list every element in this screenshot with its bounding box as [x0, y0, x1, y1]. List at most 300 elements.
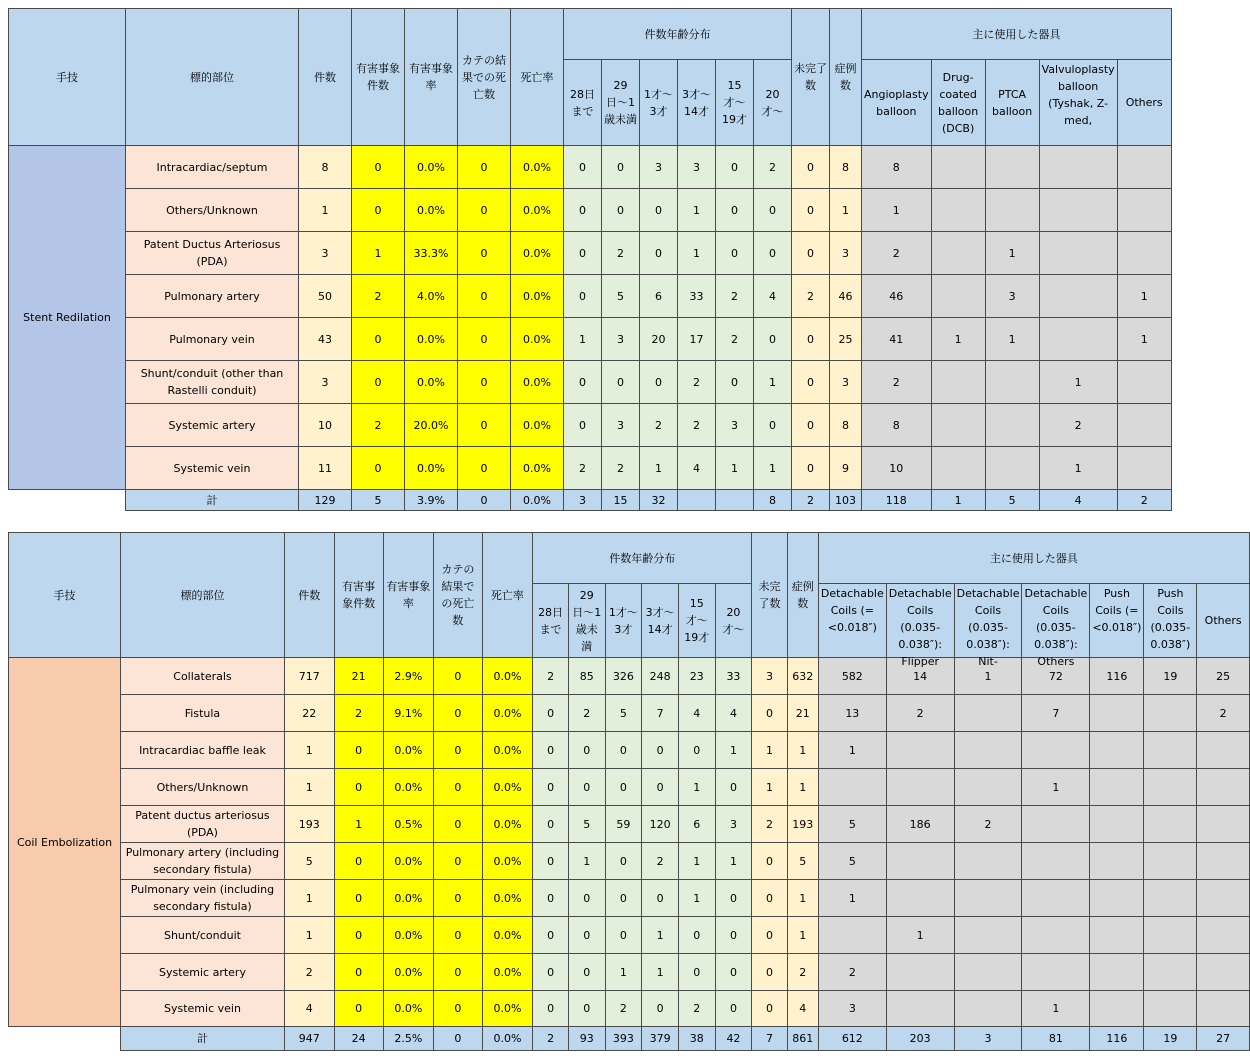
- device-count: [1197, 732, 1250, 769]
- device-count: 13: [818, 695, 886, 732]
- age-count: 0: [533, 732, 569, 769]
- incomplete-count: 0: [752, 991, 787, 1027]
- age-count: 0: [754, 318, 792, 361]
- device-count: [985, 146, 1039, 189]
- age-count: 2: [568, 695, 605, 732]
- table-row: [9, 318, 1172, 361]
- table-row: [9, 954, 1250, 991]
- device-count: [1144, 769, 1197, 806]
- header-mortality: 死亡率: [511, 9, 564, 146]
- age-count: 33: [715, 658, 752, 695]
- cath-death: 0: [434, 880, 483, 917]
- age-count: 1: [678, 843, 715, 880]
- device-count: [1117, 146, 1171, 189]
- patient-count: 8: [830, 146, 862, 189]
- header-age-group: 29日〜1歳未満: [602, 60, 640, 146]
- patient-count: 1: [787, 732, 818, 769]
- header-procedure: 手技: [9, 533, 121, 658]
- target-site: Shunt/conduit (other than Rastelli conduit): [126, 361, 299, 404]
- target-site: Others/Unknown: [126, 189, 299, 232]
- incomplete-count: 0: [792, 146, 830, 189]
- header-devices: 主に使用した器具: [818, 533, 1249, 584]
- age-count: 0: [533, 880, 569, 917]
- device-count: [1144, 695, 1197, 732]
- patient-count: 21: [787, 695, 818, 732]
- ae-count: 0: [334, 880, 383, 917]
- cath-death: 0: [434, 806, 483, 843]
- incomplete-count: 0: [792, 404, 830, 447]
- total-device-count: 81: [1022, 1027, 1090, 1051]
- age-count: 0: [605, 843, 642, 880]
- target-site: Systemic vein: [126, 447, 299, 490]
- cath-death: 0: [458, 232, 511, 275]
- total-device-count: 612: [818, 1027, 886, 1051]
- device-count: [1090, 769, 1144, 806]
- mortality-rate: 0.0%: [511, 361, 564, 404]
- header-age-group: 3才〜14才: [642, 584, 679, 658]
- incomplete-count: 0: [792, 318, 830, 361]
- patient-count: 1: [787, 880, 818, 917]
- ae-count: 0: [334, 917, 383, 954]
- header-age-group: 29日〜1歳未満: [568, 584, 605, 658]
- total-device-count: 2: [1117, 490, 1171, 511]
- age-count: 0: [642, 991, 679, 1027]
- ae-rate: 0.0%: [383, 917, 434, 954]
- age-count: 1: [640, 447, 678, 490]
- table-row: [9, 695, 1250, 732]
- mortality-rate: 0.0%: [511, 318, 564, 361]
- age-count: 0: [605, 732, 642, 769]
- total-incomplete: 2: [792, 490, 830, 511]
- device-count: [818, 769, 886, 806]
- case-count: 1: [284, 732, 334, 769]
- device-count: 1: [1117, 318, 1171, 361]
- table-row: [9, 991, 1250, 1027]
- device-count: [1197, 991, 1250, 1027]
- cath-death: 0: [458, 275, 511, 318]
- total-label: 計: [121, 1027, 285, 1051]
- patient-count: 193: [787, 806, 818, 843]
- header-device: Drug-coated balloon (DCB): [931, 60, 985, 146]
- total-death: 0: [434, 1027, 483, 1051]
- age-count: 2: [602, 232, 640, 275]
- ae-count: 0: [334, 954, 383, 991]
- target-site: Shunt/conduit: [121, 917, 285, 954]
- table-row: [9, 769, 1250, 806]
- ae-rate: 0.0%: [405, 361, 458, 404]
- table-row: [9, 146, 1172, 189]
- case-count: 10: [299, 404, 352, 447]
- ae-count: 0: [352, 361, 405, 404]
- age-count: 2: [564, 447, 602, 490]
- age-count: 0: [602, 361, 640, 404]
- table-row: [9, 843, 1250, 880]
- device-count: [954, 732, 1022, 769]
- cath-death: 0: [434, 917, 483, 954]
- target-site: Patent Ductus Arteriosus (PDA): [126, 232, 299, 275]
- age-count: 4: [678, 447, 716, 490]
- device-count: 1: [1039, 447, 1117, 490]
- header-device: [954, 584, 1022, 668]
- ae-rate: 0.0%: [405, 318, 458, 361]
- device-count: 2: [886, 695, 954, 732]
- device-count: 1: [862, 189, 932, 232]
- age-count: 6: [640, 275, 678, 318]
- ae-rate: 9.1%: [383, 695, 434, 732]
- mortality-rate: 0.0%: [482, 880, 533, 917]
- age-count: 0: [716, 361, 754, 404]
- device-count: [954, 917, 1022, 954]
- device-count: [1039, 318, 1117, 361]
- age-count: 2: [605, 991, 642, 1027]
- cath-death: 0: [458, 189, 511, 232]
- device-count: 41: [862, 318, 932, 361]
- device-count: [954, 695, 1022, 732]
- age-count: 0: [568, 769, 605, 806]
- device-count: [1090, 695, 1144, 732]
- total-count: 129: [299, 490, 352, 511]
- table-row: [9, 447, 1172, 490]
- age-count: 85: [568, 658, 605, 695]
- header-device: [1022, 584, 1090, 668]
- device-count: [1090, 843, 1144, 880]
- mortality-rate: 0.0%: [482, 732, 533, 769]
- mortality-rate: 0.0%: [482, 954, 533, 991]
- device-count: [985, 361, 1039, 404]
- device-count: [985, 447, 1039, 490]
- case-count: 22: [284, 695, 334, 732]
- device-count: 1: [818, 880, 886, 917]
- target-site: Pulmonary vein: [126, 318, 299, 361]
- device-count: [1197, 769, 1250, 806]
- patient-count: 3: [830, 232, 862, 275]
- age-count: 33: [678, 275, 716, 318]
- age-count: 0: [533, 954, 569, 991]
- device-count: 7: [1022, 695, 1090, 732]
- ae-count: 0: [352, 189, 405, 232]
- patient-count: 1: [787, 917, 818, 954]
- age-count: 17: [678, 318, 716, 361]
- ae-rate: 0.0%: [383, 843, 434, 880]
- age-count: 0: [533, 843, 569, 880]
- age-count: 0: [605, 769, 642, 806]
- patient-count: 3: [830, 361, 862, 404]
- age-count: 0: [568, 880, 605, 917]
- table-row: [9, 275, 1172, 318]
- device-count: 19: [1144, 658, 1197, 695]
- age-count: 0: [533, 917, 569, 954]
- total-age-count: 15: [602, 490, 640, 511]
- total-ae-rate: 2.5%: [383, 1027, 434, 1051]
- age-count: 1: [678, 880, 715, 917]
- case-count: 1: [284, 880, 334, 917]
- age-count: 1: [716, 447, 754, 490]
- age-count: 1: [642, 917, 679, 954]
- age-count: 3: [602, 318, 640, 361]
- age-count: 5: [568, 806, 605, 843]
- device-count: 8: [862, 146, 932, 189]
- incomplete-count: 0: [792, 361, 830, 404]
- device-count: 2: [954, 806, 1022, 843]
- total-count: 947: [284, 1027, 334, 1051]
- device-count: [954, 769, 1022, 806]
- device-count: [886, 769, 954, 806]
- device-count: [1090, 806, 1144, 843]
- age-count: 3: [602, 404, 640, 447]
- header-ae-count: 有害事象件数: [352, 9, 405, 146]
- cath-death: 0: [458, 318, 511, 361]
- device-count: 1: [954, 658, 1022, 695]
- device-count: [954, 991, 1022, 1027]
- incomplete-count: 3: [752, 658, 787, 695]
- age-count: 0: [533, 991, 569, 1027]
- device-count: [931, 361, 985, 404]
- mortality-rate: 0.0%: [482, 843, 533, 880]
- case-count: 3: [299, 232, 352, 275]
- age-count: 1: [605, 954, 642, 991]
- age-count: 0: [564, 232, 602, 275]
- ae-count: 0: [334, 769, 383, 806]
- device-count: [1117, 404, 1171, 447]
- age-count: 2: [678, 404, 716, 447]
- incomplete-count: 1: [752, 769, 787, 806]
- device-count: [1144, 732, 1197, 769]
- age-count: 4: [754, 275, 792, 318]
- header-device-text: Detachable Coils (0.035-0.038″): Flipper: [888, 586, 952, 668]
- device-count: [1039, 232, 1117, 275]
- device-count: [985, 404, 1039, 447]
- header-device: PTCA balloon: [985, 60, 1039, 146]
- table-row: [9, 189, 1172, 232]
- incomplete-count: 1: [752, 732, 787, 769]
- age-count: 0: [564, 146, 602, 189]
- total-mort: 0.0%: [482, 1027, 533, 1051]
- header-devices: 主に使用した器具: [862, 9, 1172, 60]
- total-age-count: 38: [678, 1027, 715, 1051]
- incomplete-count: 0: [752, 695, 787, 732]
- total-row: [9, 1027, 1250, 1051]
- device-count: [1090, 991, 1144, 1027]
- age-count: 0: [678, 954, 715, 991]
- ae-count: 0: [352, 447, 405, 490]
- age-count: 2: [678, 361, 716, 404]
- target-site: Systemic vein: [121, 991, 285, 1027]
- device-count: 2: [862, 232, 932, 275]
- header-mortality: 死亡率: [482, 533, 533, 658]
- age-count: 2: [678, 991, 715, 1027]
- ae-rate: 0.5%: [383, 806, 434, 843]
- header-site: 標的部位: [121, 533, 285, 658]
- case-count: 50: [299, 275, 352, 318]
- device-count: [931, 232, 985, 275]
- age-count: 0: [533, 695, 569, 732]
- coil-embolization-table: [8, 532, 1250, 1051]
- age-count: 0: [568, 954, 605, 991]
- age-count: 1: [754, 361, 792, 404]
- total-ae-rate: 3.9%: [405, 490, 458, 511]
- device-count: 5: [818, 806, 886, 843]
- total-device-count: 116: [1090, 1027, 1144, 1051]
- header-age-group: 28日まで: [564, 60, 602, 146]
- age-count: 0: [564, 404, 602, 447]
- device-count: [1117, 361, 1171, 404]
- device-count: [1117, 189, 1171, 232]
- table-row: [9, 806, 1250, 843]
- age-count: 3: [640, 146, 678, 189]
- target-site: Intracardiac/septum: [126, 146, 299, 189]
- total-age-count: 379: [642, 1027, 679, 1051]
- device-count: [886, 954, 954, 991]
- table-row: [9, 361, 1172, 404]
- age-count: 4: [678, 695, 715, 732]
- age-count: 1: [642, 954, 679, 991]
- mortality-rate: 0.0%: [511, 189, 564, 232]
- device-count: [818, 917, 886, 954]
- age-count: 0: [716, 189, 754, 232]
- device-count: [931, 189, 985, 232]
- table-row: [9, 404, 1172, 447]
- ae-rate: 20.0%: [405, 404, 458, 447]
- cath-death: 0: [434, 658, 483, 695]
- age-count: 20: [640, 318, 678, 361]
- device-count: [1197, 917, 1250, 954]
- incomplete-count: 2: [752, 806, 787, 843]
- ae-count: 2: [352, 275, 405, 318]
- ae-count: 21: [334, 658, 383, 695]
- age-count: 326: [605, 658, 642, 695]
- device-count: 116: [1090, 658, 1144, 695]
- patient-count: 4: [787, 991, 818, 1027]
- age-count: 1: [715, 843, 752, 880]
- device-count: 1: [931, 318, 985, 361]
- age-count: 7: [642, 695, 679, 732]
- table-row: [9, 232, 1172, 275]
- device-count: 1: [985, 232, 1039, 275]
- target-site: Systemic artery: [121, 954, 285, 991]
- cath-death: 0: [458, 404, 511, 447]
- procedure-name: Coil Embolization: [9, 658, 121, 1027]
- total-device-count: 1: [931, 490, 985, 511]
- device-count: 46: [862, 275, 932, 318]
- age-count: 2: [602, 447, 640, 490]
- device-count: 1: [818, 732, 886, 769]
- device-count: [1117, 232, 1171, 275]
- age-count: 0: [716, 232, 754, 275]
- device-count: [985, 189, 1039, 232]
- incomplete-count: 0: [752, 954, 787, 991]
- device-count: [1039, 146, 1117, 189]
- total-device-count: 5: [985, 490, 1039, 511]
- incomplete-count: 0: [752, 880, 787, 917]
- device-count: [1144, 991, 1197, 1027]
- ae-count: 0: [352, 318, 405, 361]
- age-count: 2: [754, 146, 792, 189]
- total-age-count: 8: [754, 490, 792, 511]
- total-device-count: 203: [886, 1027, 954, 1051]
- total-age-count: 2: [533, 1027, 569, 1051]
- age-count: 1: [715, 732, 752, 769]
- header-device: Others: [1197, 584, 1250, 658]
- device-count: 2: [1197, 695, 1250, 732]
- device-count: 1: [1039, 361, 1117, 404]
- patient-count: 1: [830, 189, 862, 232]
- device-count: 2: [862, 361, 932, 404]
- device-count: 1: [886, 917, 954, 954]
- age-count: 1: [754, 447, 792, 490]
- header-age-group: 28日まで: [533, 584, 569, 658]
- device-count: [954, 880, 1022, 917]
- ae-count: 0: [334, 732, 383, 769]
- device-count: 10: [862, 447, 932, 490]
- case-count: 1: [284, 769, 334, 806]
- device-count: [1144, 880, 1197, 917]
- patient-count: 632: [787, 658, 818, 695]
- age-count: 0: [754, 232, 792, 275]
- header-procedure: 手技: [9, 9, 126, 146]
- device-count: 25: [1197, 658, 1250, 695]
- device-count: [886, 732, 954, 769]
- total-device-count: 118: [862, 490, 932, 511]
- age-count: 0: [640, 232, 678, 275]
- ae-count: 1: [352, 232, 405, 275]
- incomplete-count: 2: [792, 275, 830, 318]
- device-count: [1144, 843, 1197, 880]
- age-count: 3: [716, 404, 754, 447]
- header-age-distribution: 件数年齢分布: [533, 533, 752, 584]
- header-device: Others: [1117, 60, 1171, 146]
- age-count: 0: [533, 806, 569, 843]
- age-count: 0: [715, 954, 752, 991]
- total-age-count: [678, 490, 716, 511]
- header-age-group: 1才〜3才: [605, 584, 642, 658]
- total-age-count: 93: [568, 1027, 605, 1051]
- case-count: 717: [284, 658, 334, 695]
- age-count: 0: [564, 275, 602, 318]
- header-age-group: 15才〜19才: [716, 60, 754, 146]
- age-count: 6: [678, 806, 715, 843]
- device-count: [931, 146, 985, 189]
- header-device: [886, 584, 954, 668]
- header-cath-death: カテの結果での死亡数: [458, 9, 511, 146]
- cath-death: 0: [458, 361, 511, 404]
- patient-count: 9: [830, 447, 862, 490]
- total-age-count: 393: [605, 1027, 642, 1051]
- cath-death: 0: [458, 447, 511, 490]
- case-count: 5: [284, 843, 334, 880]
- age-count: 1: [678, 232, 716, 275]
- device-count: 2: [1039, 404, 1117, 447]
- header-age-group: 3才〜14才: [678, 60, 716, 146]
- target-site: Pulmonary artery (including secondary fistula): [121, 843, 285, 880]
- device-count: [1022, 917, 1090, 954]
- age-count: 1: [678, 189, 716, 232]
- device-count: 3: [985, 275, 1039, 318]
- age-count: 0: [640, 189, 678, 232]
- device-count: 2: [818, 954, 886, 991]
- header-cath-death: カテの結果での死亡数: [434, 533, 483, 658]
- header-device: [1144, 584, 1197, 658]
- ae-rate: 0.0%: [405, 146, 458, 189]
- ae-count: 0: [352, 146, 405, 189]
- total-label: 計: [126, 490, 299, 511]
- total-age-count: 42: [715, 1027, 752, 1051]
- total-device-count: 19: [1144, 1027, 1197, 1051]
- patient-count: 1: [787, 769, 818, 806]
- device-count: [1022, 732, 1090, 769]
- case-count: 2: [284, 954, 334, 991]
- age-count: 23: [678, 658, 715, 695]
- mortality-rate: 0.0%: [482, 769, 533, 806]
